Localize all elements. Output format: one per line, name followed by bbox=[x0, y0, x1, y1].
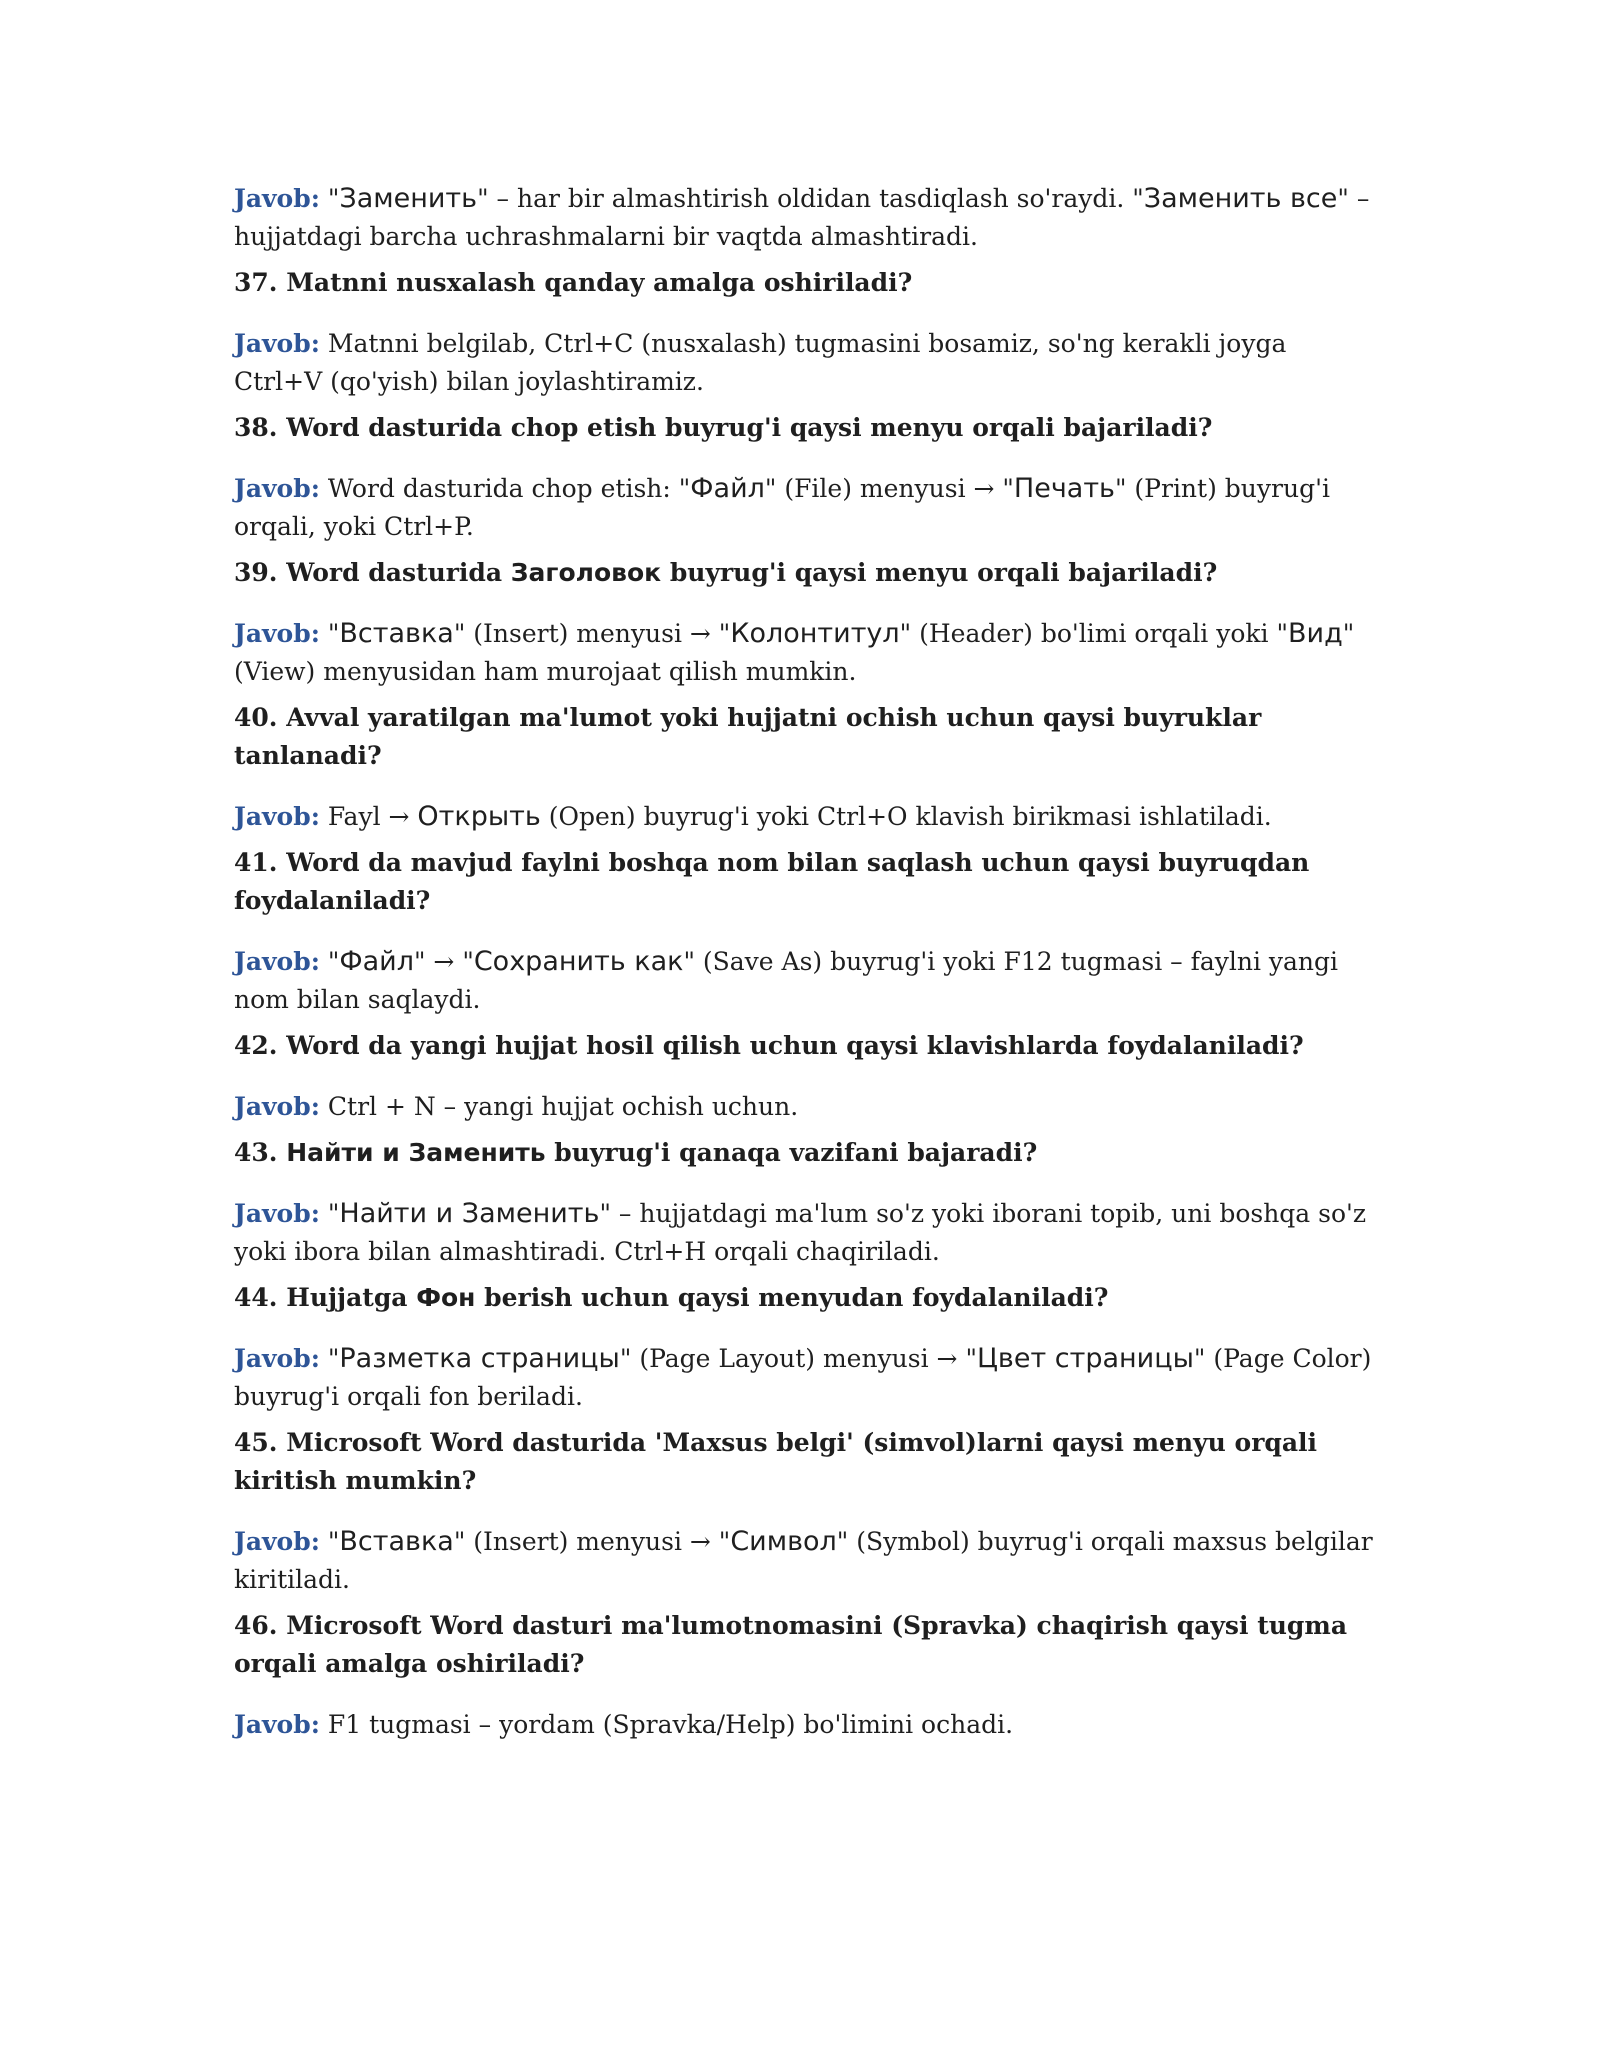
qa-block bbox=[234, 844, 1374, 1019]
russian-term: Цвет страницы bbox=[976, 1343, 1194, 1374]
russian-term: Разметка страницы bbox=[339, 1343, 620, 1374]
russian-term: Заменить все bbox=[1143, 183, 1338, 214]
answer-label: Javob: bbox=[234, 802, 320, 831]
answer-label: Javob: bbox=[234, 184, 320, 213]
question-heading: 41. Word da mavjud faylni boshqa nom bilan saqlash uchun qaysi buyruqdan foydalaniladi? bbox=[234, 848, 1310, 915]
qa-block bbox=[234, 1607, 1374, 1744]
answer-paragraph: Javob: Fayl → Открыть (Open) buyrug'i yoki Ctrl+O klavish birikmasi ishlatiladi. bbox=[234, 801, 1272, 832]
answer-paragraph: Javob: "Разметка страницы" (Page Layout) menyusi → "Цвет страницы" (Page Color) buyrug'i orqali fon beriladi. bbox=[234, 1343, 1372, 1411]
russian-term: Найти и Заменить bbox=[286, 1138, 546, 1167]
russian-term: Фон bbox=[416, 1283, 476, 1312]
answer-label: Javob: bbox=[234, 1710, 320, 1739]
answer-paragraph: Javob: "Вставка" (Insert) menyusi → "Колонтитул" (Header) bo'limi orqali yoki "Вид" (View) menyusidan ham murojaat qilish mumkin. bbox=[234, 618, 1355, 686]
document-page bbox=[234, 180, 1374, 1752]
answer-paragraph: Javob: "Вставка" (Insert) menyusi → "Символ" (Symbol) buyrug'i orqali maxsus belgilar kiritiladi. bbox=[234, 1526, 1373, 1594]
question-heading: 42. Word da yangi hujjat hosil qilish uchun qaysi klavishlarda foydalaniladi? bbox=[234, 1031, 1304, 1060]
qa-block bbox=[234, 699, 1374, 836]
answer-paragraph: Javob: Matnni belgilab, Ctrl+C (nusxalash) tugmasini bosamiz, so'ng kerakli joyga Ctrl+V (qo'yish) bilan joylashtiramiz. bbox=[234, 329, 1287, 396]
question-heading: 38. Word dasturida chop etish buyrug'i qaysi menyu orqali bajariladi? bbox=[234, 413, 1213, 442]
russian-term: Файл bbox=[339, 946, 414, 977]
russian-term: Файл bbox=[690, 473, 765, 504]
answer-label: Javob: bbox=[234, 1527, 320, 1556]
answer-paragraph: Javob: "Найти и Заменить" – hujjatdagi ma'lum so'z yoki iborani topib, uni boshqa so'z yoki ibora bilan almashtiradi. Ctrl+H orqali chaqiriladi. bbox=[234, 1198, 1367, 1266]
russian-term: Вставка bbox=[339, 618, 454, 649]
qa-block bbox=[234, 264, 1374, 401]
answer-label: Javob: bbox=[234, 329, 320, 358]
russian-term: Вставка bbox=[339, 1526, 454, 1557]
answer-label: Javob: bbox=[234, 947, 320, 976]
question-heading: 40. Avval yaratilgan ma'lumot yoki hujjatni ochish uchun qaysi buyruklar tanlanadi? bbox=[234, 703, 1262, 770]
qa-block bbox=[234, 554, 1374, 691]
russian-term: Сохранить как bbox=[473, 946, 684, 977]
russian-term: Заменить bbox=[339, 183, 478, 214]
russian-term: Вид bbox=[1288, 618, 1343, 649]
qa-block bbox=[234, 1027, 1374, 1126]
qa-block bbox=[234, 1134, 1374, 1271]
qa-block bbox=[234, 1279, 1374, 1416]
answer-label: Javob: bbox=[234, 1199, 320, 1228]
answer-label: Javob: bbox=[234, 474, 320, 503]
answer-paragraph: Javob: "Заменить" – har bir almashtirish oldidan tasdiqlash so'raydi. "Заменить все" – hujjatdagi barcha uchrashmalarni bir vaqtda almashtiradi. bbox=[234, 183, 1370, 251]
russian-term: Заголовок bbox=[510, 558, 662, 587]
qa-block bbox=[234, 180, 1374, 256]
qa-block bbox=[234, 409, 1374, 546]
question-heading: 44. Hujjatga Фон berish uchun qaysi menyudan foydalaniladi? bbox=[234, 1283, 1109, 1312]
russian-term: Найти и Заменить bbox=[339, 1198, 600, 1229]
qa-block bbox=[234, 1424, 1374, 1599]
russian-term: Открыть bbox=[417, 801, 541, 832]
answer-label: Javob: bbox=[234, 1092, 320, 1121]
answer-label: Javob: bbox=[234, 1344, 320, 1373]
question-heading: 43. Найти и Заменить buyrug'i qanaqa vazifani bajaradi? bbox=[234, 1138, 1038, 1167]
answer-label: Javob: bbox=[234, 619, 320, 648]
answer-paragraph: Javob: Ctrl + N – yangi hujjat ochish uchun. bbox=[234, 1092, 799, 1121]
answer-paragraph: Javob: "Файл" → "Сохранить как" (Save As) buyrug'i yoki F12 tugmasi – faylni yangi nom bilan saqlaydi. bbox=[234, 946, 1339, 1014]
russian-term: Печать bbox=[1013, 473, 1115, 504]
russian-term: Колонтитул bbox=[730, 618, 900, 649]
russian-term: Символ bbox=[730, 1526, 837, 1557]
answer-paragraph: Javob: Word dasturida chop etish: "Файл" (File) menyusi → "Печать" (Print) buyrug'i orqali, yoki Ctrl+P. bbox=[234, 473, 1330, 541]
question-heading: 45. Microsoft Word dasturida 'Maxsus belgi' (simvol)larni qaysi menyu orqali kiritish mumkin? bbox=[234, 1428, 1318, 1495]
answer-paragraph: Javob: F1 tugmasi – yordam (Spravka/Help) bo'limini ochadi. bbox=[234, 1710, 1014, 1739]
question-heading: 46. Microsoft Word dasturi ma'lumotnomasini (Spravka) chaqirish qaysi tugma orqali amalga oshiriladi? bbox=[234, 1611, 1348, 1678]
question-heading: 37. Matnni nusxalash qanday amalga oshiriladi? bbox=[234, 268, 913, 297]
question-heading: 39. Word dasturida Заголовок buyrug'i qaysi menyu orqali bajariladi? bbox=[234, 558, 1218, 587]
